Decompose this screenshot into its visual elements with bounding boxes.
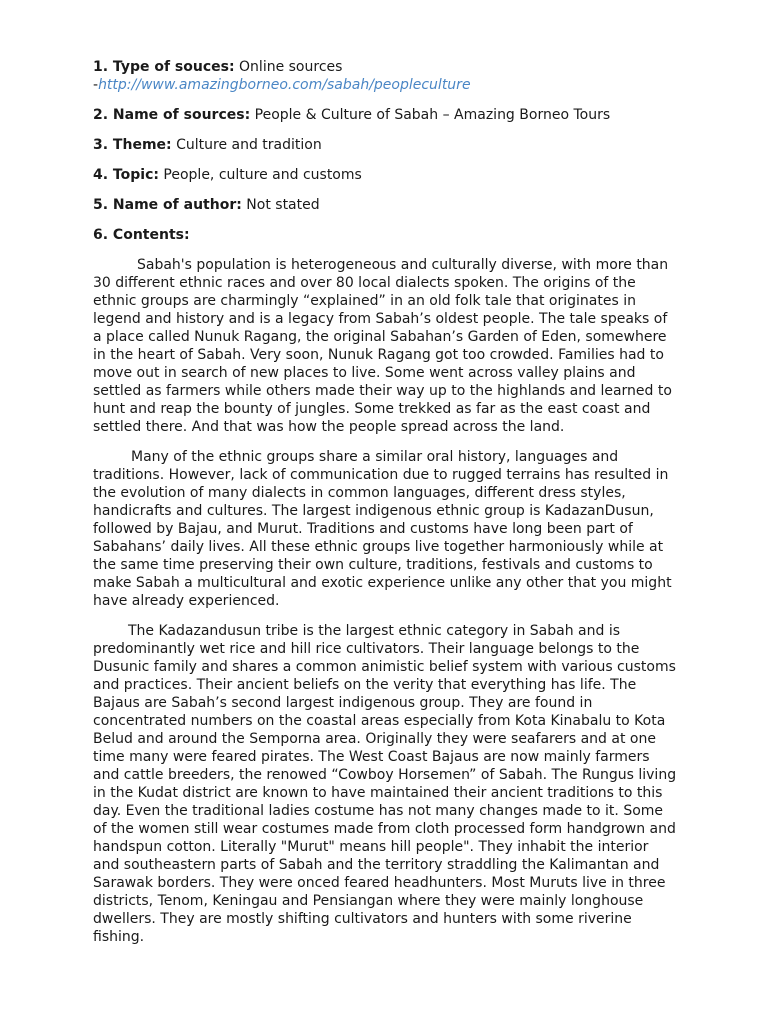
source-name-line [93,106,678,124]
paragraph-1-text: Sabah's population is heterogeneous and culturally diverse, with more than 30 different ethnic races and over 80 local dialects spoken. The origins of the ethnic groups are charmingly “explained” in an old folk tale that originates in legend and history and is a legacy from Sabah’s oldest people. The tale speaks of a place called Nunuk Ragang, the original Sabahan’s Garden of Eden, somewhere in the heart of Sabah. Very soon, Nunuk Ragang got too crowded. Families had to move out in search of new places to live. Some went across valley plains and settled as farmers while others made their way up to the highlands and learned to hunt and reap the bounty of jungles. Some trekked as far as the east coast and settled there. And that was how the people spread across the land. [93,257,672,435]
content-paragraph-3 [93,622,678,946]
theme-label: 3. Theme: [93,137,172,153]
topic-value: People, culture and customs [163,167,362,183]
author-line [93,196,678,214]
source-link-line [93,76,678,94]
spacer [93,244,678,256]
source-type-line [93,58,678,76]
spacer [93,154,678,166]
spacer [93,124,678,136]
link-prefix: - [93,77,99,93]
source-type-value: Online sources [239,59,343,75]
theme-value: Culture and tradition [176,137,322,153]
source-url-link[interactable]: http://www.amazingborneo.com/sabah/peopleculture [98,77,471,93]
content-paragraph-2 [93,448,678,610]
contents-label: 6. Contents: [93,227,190,243]
paragraph-3-text: The Kadazandusun tribe is the largest ethnic category in Sabah and is predominantly wet rice and hill rice cultivators. Their language belongs to the Dusunic family and shares a common animistic belief system with various customs and practices. Their ancient beliefs on the verity that everything has life. The Bajaus are Sabah’s second largest indigenous group. They are found in concentrated numbers on the coastal areas especially from Kota Kinabalu to Kota Belud and around the Semporna area. Originally they were seafarers and at one time many were feared pirates. The West Coast Bajaus are now mainly farmers and cattle breeders, the renowed “Cowboy Horsemen” of Sabah. The Rungus living in the Kudat district are known to have maintained their ancient traditions to this day. Even the traditional ladies costume has not many changes made to it. Some of the women still wear costumes made from cloth processed form handgrown and handspun cotton. Literally "Murut" means hill people". They inhabit the interior and southeastern parts of Sabah and the territory straddling the Kalimantan and Sarawak borders. They were onced feared headhunters. Most Muruts live in three districts, Tenom, Keningau and Pensiangan where they were mainly longhouse dwellers. They are mostly shifting cultivators and hunters with some riverine fishing. [93,623,677,945]
source-name-value: People & Culture of Sabah – Amazing Borneo Tours [254,107,611,123]
author-label: 5. Name of author: [93,197,242,213]
theme-line [93,136,678,154]
spacer [93,184,678,196]
spacer [93,94,678,106]
source-name-label: 2. Name of sources: [93,107,251,123]
author-value: Not stated [246,197,320,213]
topic-label: 4. Topic: [93,167,159,183]
contents-line [93,226,678,244]
spacer [93,214,678,226]
content-paragraph-1 [93,256,678,436]
source-type-label: 1. Type of souces: [93,59,235,75]
paragraph-2-text: Many of the ethnic groups share a similar oral history, languages and traditions. However, lack of communication due to rugged terrains has resulted in the evolution of many dialects in common languages, different dress styles, handicrafts and cultures. The largest indigenous ethnic group is KadazanDusun, followed by Bajau, and Murut. Traditions and customs have long been part of Sabahans’ daily lives. All these ethnic groups live together harmoniously while at the same time preserving their own culture, traditions, festivals and customs to make Sabah a multicultural and exotic experience unlike any other that you might have already experienced. [93,449,672,609]
topic-line [93,166,678,184]
